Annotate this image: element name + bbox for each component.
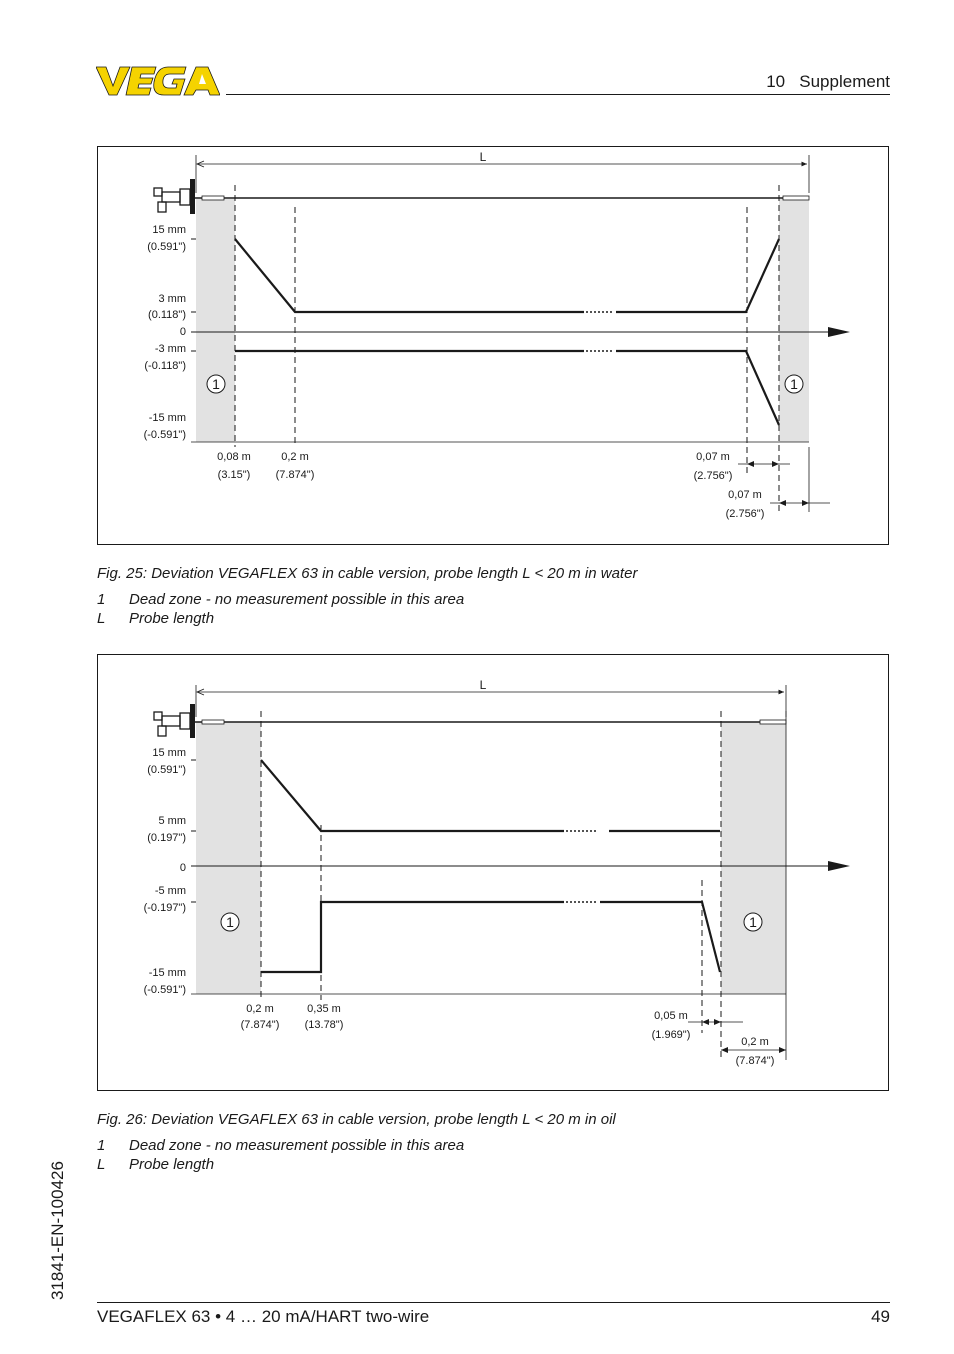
footer-product-title: VEGAFLEX 63 • 4 … 20 mA/HART two-wire — [97, 1307, 430, 1326]
y-tick-label: -15 mm — [148, 967, 186, 979]
y-tick-label: 5 mm — [158, 815, 186, 827]
header-rule — [226, 94, 890, 95]
x-mark-label: (7.874") — [240, 1019, 280, 1031]
y-tick-label: (-0.591") — [143, 984, 186, 996]
dead-zone-right — [721, 722, 786, 994]
figure-25-caption: Fig. 25: Deviation VEGAFLEX 63 in cable version, probe length L < 20 m in water — [97, 565, 638, 582]
x-mark-label: 0,2 m — [741, 1036, 769, 1048]
y-tick-label: -3 mm — [154, 343, 186, 355]
document-number: 31841-EN-100426 — [48, 1161, 67, 1300]
x-mark-label: 0,2 m — [281, 451, 309, 463]
x-mark-label: (13.78") — [304, 1019, 344, 1031]
svg-text:1: 1 — [790, 376, 798, 392]
figure-26-caption: Fig. 26: Deviation VEGAFLEX 63 in cable version, probe length L < 20 m in oil — [97, 1111, 616, 1128]
figure-26-legend — [97, 1136, 464, 1174]
probe-head-icon — [154, 179, 195, 214]
zone-marker-right — [785, 375, 803, 393]
x-mark-label: (2.756") — [693, 470, 733, 482]
deviation-lower — [261, 902, 564, 972]
figure-25-frame — [97, 146, 889, 545]
y-tick-label: -15 mm — [148, 412, 186, 424]
y-tick-label: (0.591") — [147, 241, 186, 253]
figure-25-diagram — [98, 147, 890, 546]
y-tick-label: (0.197") — [147, 832, 186, 844]
x-mark-label: 0,05 m — [654, 1010, 688, 1022]
probe-head-icon — [154, 704, 195, 738]
dimension-label-L: L — [479, 150, 487, 164]
y-tick-label: 3 mm — [158, 293, 186, 305]
svg-text:1: 1 — [226, 914, 234, 930]
legend-item: 1 Dead zone - no measurement possible in this area — [97, 591, 465, 608]
svg-text:1: 1 — [749, 914, 757, 930]
y-tick-label: 0 — [179, 326, 186, 338]
x-mark-label: 0,07 m — [696, 451, 730, 463]
y-tick-label: 15 mm — [152, 747, 186, 759]
y-tick-label: 15 mm — [152, 224, 186, 236]
deviation-upper — [261, 760, 564, 831]
legend-item: L Probe length — [97, 1156, 215, 1173]
zone-marker-left — [207, 375, 225, 393]
deviation-upper — [235, 239, 584, 312]
figure-26-diagram — [98, 655, 890, 1092]
figure-25-legend — [97, 590, 464, 628]
y-tick-label: 0 — [179, 862, 186, 874]
section-title: 10 Supplement — [766, 72, 890, 91]
dead-zone-left — [196, 199, 235, 442]
svg-text:1: 1 — [212, 376, 220, 392]
zone-marker-right — [744, 913, 762, 931]
legend-item: L Probe length — [97, 610, 215, 627]
y-tick-label: (-0.197") — [143, 902, 186, 914]
x-mark-label: 0,35 m — [307, 1003, 341, 1015]
axis-arrow-icon — [828, 327, 850, 337]
x-mark-label: (7.874") — [735, 1055, 775, 1067]
x-mark-label: (7.874") — [275, 469, 315, 481]
x-mark-label: (1.969") — [651, 1029, 691, 1041]
legend-item: 1 Dead zone - no measurement possible in this area — [97, 1137, 465, 1154]
figure-26-frame — [97, 654, 889, 1091]
footer-rule — [97, 1302, 890, 1303]
vega-logo — [96, 66, 220, 96]
x-mark-label: 0,08 m — [217, 451, 251, 463]
y-tick-label: (-0.591") — [143, 429, 186, 441]
dimension-label-L: L — [479, 678, 487, 692]
dead-zone-left — [196, 722, 261, 994]
axis-arrow-icon — [828, 861, 850, 871]
y-tick-label: (0.118") — [148, 309, 186, 321]
x-mark-label: (3.15") — [217, 469, 251, 481]
x-mark-label: 0,07 m — [728, 489, 762, 501]
zone-marker-left — [221, 913, 239, 931]
y-tick-label: (-0.118") — [144, 360, 186, 372]
x-mark-label: 0,2 m — [246, 1003, 274, 1015]
x-mark-label: (2.756") — [725, 508, 765, 520]
y-tick-label: -5 mm — [154, 885, 186, 897]
y-tick-label: (0.591") — [147, 764, 186, 776]
dead-zone-right — [779, 199, 809, 442]
page-number: 49 — [871, 1307, 890, 1326]
